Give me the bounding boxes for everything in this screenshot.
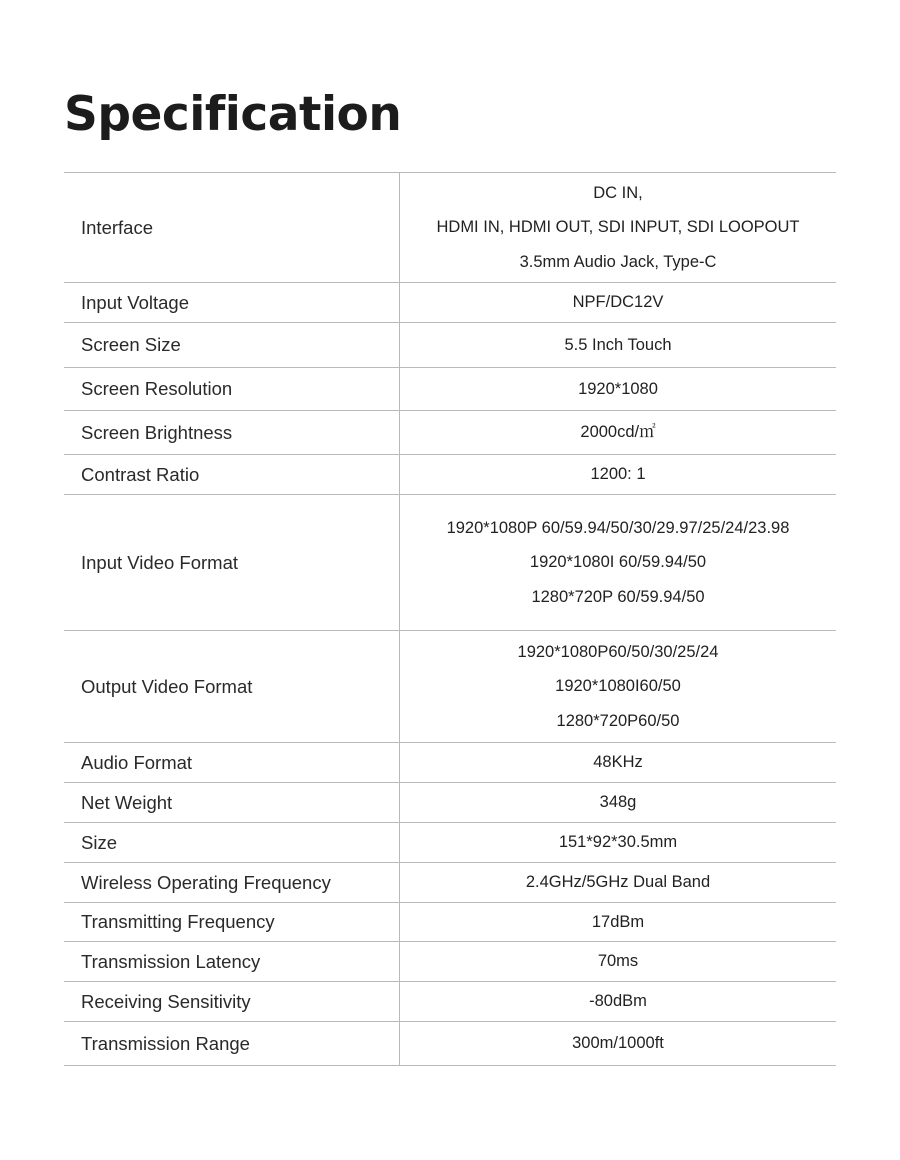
spec-row	[64, 173, 836, 283]
page-title: Specification	[64, 87, 402, 142]
spec-value	[400, 173, 837, 283]
spec-row	[64, 783, 836, 823]
spec-value	[400, 495, 837, 631]
spec-value-line: 348g	[599, 793, 637, 812]
spec-value-line: 70ms	[597, 952, 639, 971]
spec-value	[400, 982, 837, 1022]
spec-label: Screen Size	[64, 323, 400, 368]
spec-value	[400, 323, 837, 368]
specification-table	[64, 172, 836, 1066]
spec-row	[64, 942, 836, 982]
spec-row	[64, 982, 836, 1022]
spec-row	[64, 368, 836, 411]
spec-label: Interface	[64, 173, 400, 283]
spec-row	[64, 823, 836, 863]
spec-value-line: -80dBm	[589, 992, 647, 1011]
spec-value	[400, 823, 837, 863]
spec-value	[400, 783, 837, 823]
spec-label: Transmitting Frequency	[64, 903, 400, 942]
spec-label: Audio Format	[64, 743, 400, 783]
spec-value-line: 17dBm	[591, 912, 645, 931]
spec-value	[400, 743, 837, 783]
spec-value-line: 1920*1080	[578, 379, 658, 398]
spec-label: Screen Brightness	[64, 411, 400, 455]
spec-label: Output Video Format	[64, 631, 400, 743]
spec-value-line: 1920*1080I60/50	[555, 677, 681, 696]
spec-value-line: 1920*1080P60/50/30/25/24	[517, 642, 719, 661]
spec-value-line: 1280*720P 60/59.94/50	[531, 587, 705, 606]
spec-value-line: 151*92*30.5mm	[558, 833, 678, 852]
spec-value-line: 1200: 1	[590, 465, 646, 484]
spec-value	[400, 903, 837, 942]
spec-value-line: 1280*720P60/50	[556, 711, 680, 730]
spec-value-line: 2000cd/㎡	[580, 423, 656, 442]
spec-value-line: 3.5mm Audio Jack, Type-C	[519, 252, 717, 271]
spec-value-line: 48KHz	[593, 753, 643, 772]
spec-row	[64, 455, 836, 495]
spec-row	[64, 1022, 836, 1066]
spec-row	[64, 743, 836, 783]
spec-label: Wireless Operating Frequency	[64, 863, 400, 903]
spec-value-line: HDMI IN, HDMI OUT, SDI INPUT, SDI LOOPOUT	[436, 218, 800, 237]
spec-label: Input Voltage	[64, 283, 400, 323]
spec-label: Transmission Range	[64, 1022, 400, 1066]
spec-value	[400, 631, 837, 743]
spec-label: Net Weight	[64, 783, 400, 823]
spec-value-line: 1920*1080P 60/59.94/50/30/29.97/25/24/23.98	[446, 518, 790, 537]
spec-value	[400, 283, 837, 323]
spec-table-body	[64, 173, 836, 1066]
spec-row	[64, 283, 836, 323]
spec-label: Transmission Latency	[64, 942, 400, 982]
spec-value	[400, 1022, 837, 1066]
spec-value-line: 1920*1080I 60/59.94/50	[529, 553, 707, 572]
spec-row	[64, 863, 836, 903]
spec-row	[64, 495, 836, 631]
spec-row	[64, 411, 836, 455]
spec-value-line: 2.4GHz/5GHz Dual Band	[525, 873, 711, 892]
spec-row	[64, 903, 836, 942]
spec-label: Screen Resolution	[64, 368, 400, 411]
spec-label: Input Video Format	[64, 495, 400, 631]
spec-value	[400, 455, 837, 495]
spec-label: Receiving Sensitivity	[64, 982, 400, 1022]
spec-value-line: NPF/DC12V	[572, 293, 664, 312]
spec-value	[400, 863, 837, 903]
spec-value	[400, 942, 837, 982]
spec-label: Size	[64, 823, 400, 863]
spec-label: Contrast Ratio	[64, 455, 400, 495]
spec-row	[64, 323, 836, 368]
spec-value-line: 5.5 Inch Touch	[564, 335, 672, 354]
spec-value	[400, 411, 837, 455]
spec-value-line: DC IN,	[593, 183, 643, 202]
spec-row	[64, 631, 836, 743]
spec-value-line: 300m/1000ft	[572, 1034, 664, 1053]
spec-value	[400, 368, 837, 411]
